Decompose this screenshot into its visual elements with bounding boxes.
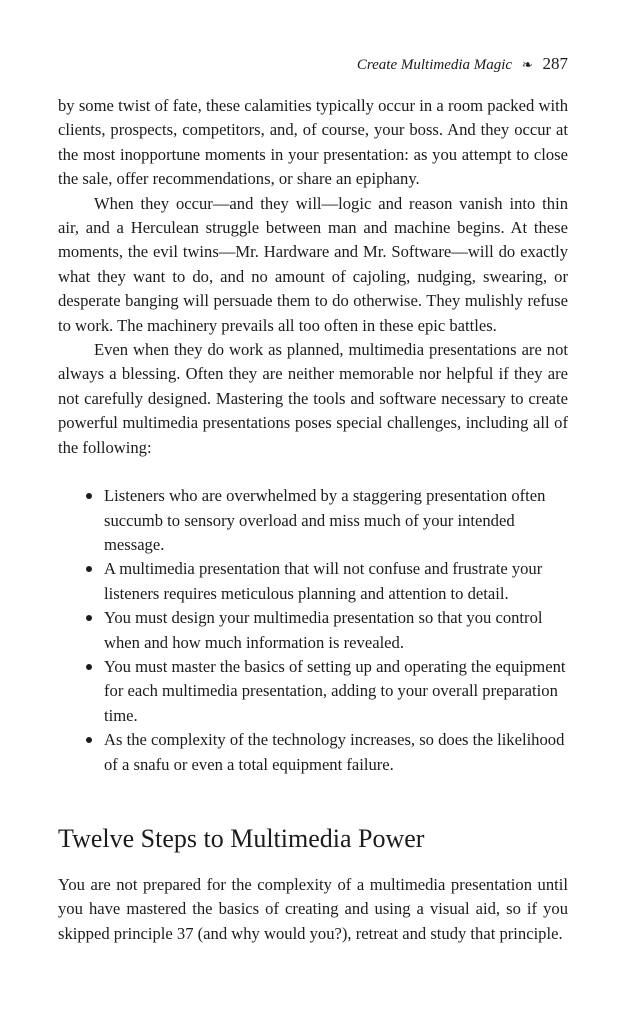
page-body [58,94,568,946]
section-heading: Twelve Steps to Multimedia Power [58,823,425,853]
bullet-icon [86,737,92,743]
paragraph-continued: by some twist of fate, these calamities typically occur in a room packed with clients, prospects, competitors, and, of course, your boss. And they occur at the most inopportune moments in your presentation: as you attempt to close the sale, offer recommendations, or share an epiphany. [58,96,568,189]
list-item-text: As the complexity of the technology increases, so does the likelihood of a snafu or even a total equipment failure. [104,730,565,774]
running-header [357,54,568,74]
bullet-icon [86,566,92,572]
running-title: Create Multimedia Magic [356,57,513,73]
list-item-text: Listeners who are overwhelmed by a staggering presentation often succumb to sensory overload and miss much of your intended message. [104,486,546,554]
list-item [104,655,568,728]
challenges-list [58,484,568,777]
section-paragraph: You are not prepared for the complexity of a multimedia presentation until you have mastered the basics of creating and using a visual aid, so if you skipped principle 37 (and why would you?), retreat and study that principle. [58,874,568,943]
bullet-icon [86,493,92,499]
list-item-text: You must design your multimedia presentation so that you control when and how much information is revealed. [104,608,543,652]
paragraph: When they occur—and they will—logic and reason vanish into thin air, and a Herculean struggle between man and machine begins. At these moments, the evil twins—Mr. Hardware and Mr. Software—will do exactly what they want to do, and no amount of cajoling, nudging, swearing, or desperate banging will persuade them to do otherwise. They mulishly refuse to work. The machinery prevails all too often in these epic battles. [58,193,568,335]
paragraph: Even when they do work as planned, multimedia presentations are not always a blessing. Often they are neither memorable nor helpful if they are not carefully designed. Mastering the tools and software necessary to create powerful multimedia presentations poses special challenges, including all of the following: [58,340,568,457]
bullet-icon [86,615,92,621]
bullet-icon [86,664,92,670]
list-item-text: You must master the basics of setting up and operating the equipment for each multimedia presentation, adding to your overall preparation time. [104,656,566,725]
list-item-text: A multimedia presentation that will not confuse and frustrate your listeners requires meticulous planning and attention to detail. [104,559,543,603]
list-item [104,606,568,655]
list-item [104,728,568,777]
page-number: 287 [542,54,568,73]
list-item [104,557,568,606]
fleuron-icon: ❧ [521,57,533,72]
list-item [104,484,568,557]
